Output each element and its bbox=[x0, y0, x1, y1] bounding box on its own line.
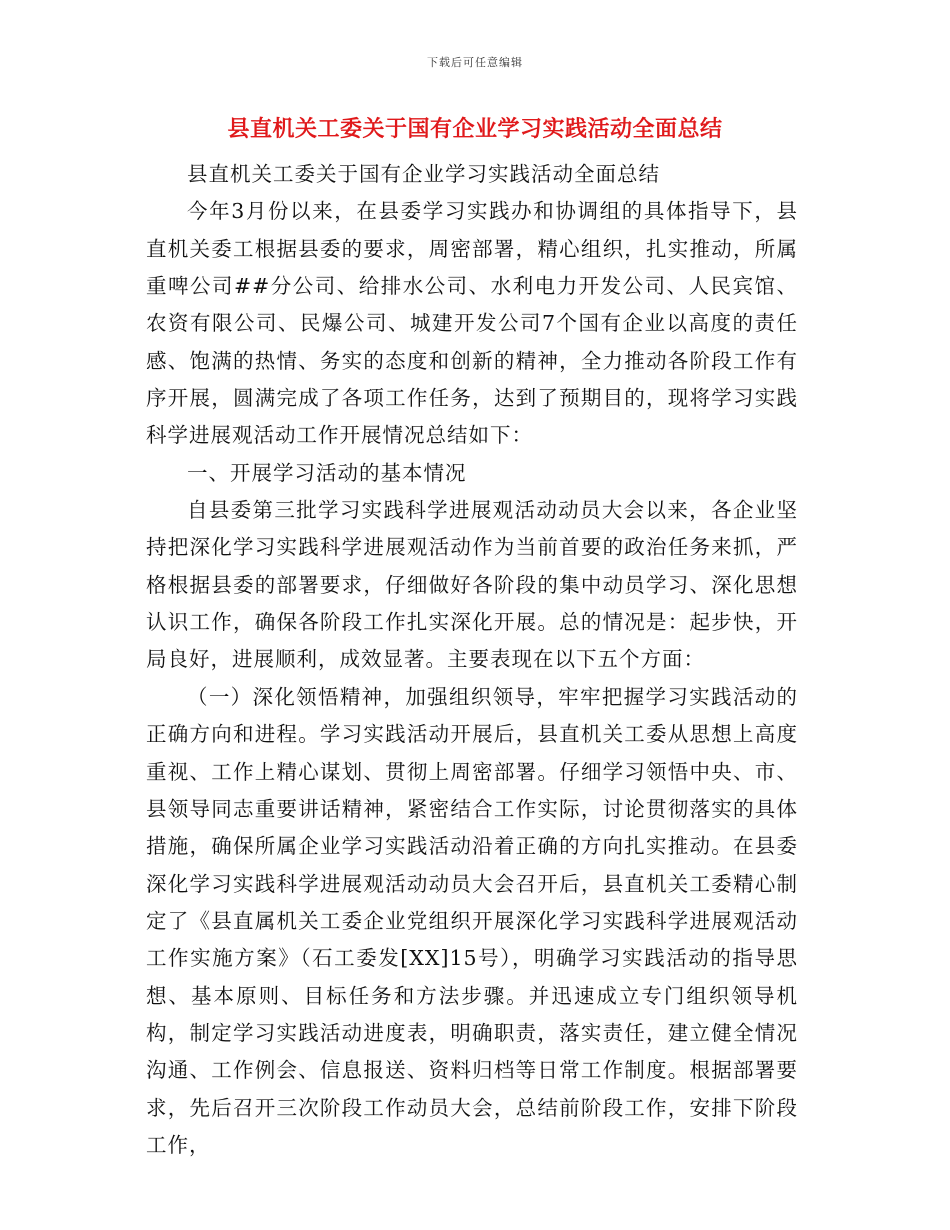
intro-paragraph: 今年3月份以来，在县委学习实践办和协调组的具体指导下，县直机关委工根据县委的要求，周密部署，精心组织，扎实推动，所属重啤公司##分公司、给排水公司、水利电力开发公司、人民宾馆、农资有限公司、民爆公司、城建开发公司7个国有企业以高度的责任感、饱满的热情、务实的态度和创新的精神，全力推动各阶段工作有序开展，圆满完成了各项工作任务，达到了预期目的，现将学习实践科学进展观活动工作开展情况总结如下： bbox=[146, 199, 798, 448]
subtitle-paragraph: 县直机关工委关于国有企业学习实践活动全面总结 bbox=[187, 162, 660, 186]
page-header-note: 下载后可任意编辑 bbox=[427, 56, 523, 69]
overview-paragraph: 自县委第三批学习实践科学进展观活动动员大会以来，各企业坚持把深化学习实践科学进展观活动作为当前首要的政治任务来抓，严格根据县委的部署要求，仔细做好各阶段的集中动员学习、深化思想认识工作，确保各阶段工作扎实深化开展。总的情况是：起步快，开局良好，进展顺利，成效显著。主要表现在以下五个方面： bbox=[146, 498, 798, 672]
item-one-paragraph: （一）深化领悟精神，加强组织领导，牢牢把握学习实践活动的正确方向和进程。学习实践活动开展后，县直机关工委从思想上高度重视、工作上精心谋划、贯彻上周密部署。仔细学习领悟中央、市、县领导同志重要讲话精神，紧密结合工作实际，讨论贯彻落实的具体措施，确保所属企业学习实践活动沿着正确的方向扎实推动。在县委深化学习实践科学进展观活动动员大会召开后，县直机关工委精心制定了《县直属机关工委企业党组织开展深化学习实践科学进展观活动工作实施方案》（石工委发[XX]15号），明确学习实践活动的指导思想、基本原则、目标任务和方法步骤。并迅速成立专门组织领导机构，制定学习实践活动进度表，明确职责，落实责任，建立健全情况沟通、工作例会、信息报送、资料归档等日常工作制度。根据部署要求，先后召开三次阶段工作动员大会，总结前阶段工作，安排下阶段工作， bbox=[146, 684, 798, 1157]
section-heading: 一、开展学习活动的基本情况 bbox=[187, 460, 467, 485]
document-body bbox=[146, 156, 798, 1164]
document-title: 县直机关工委关于国有企业学习实践活动全面总结 bbox=[227, 117, 723, 142]
